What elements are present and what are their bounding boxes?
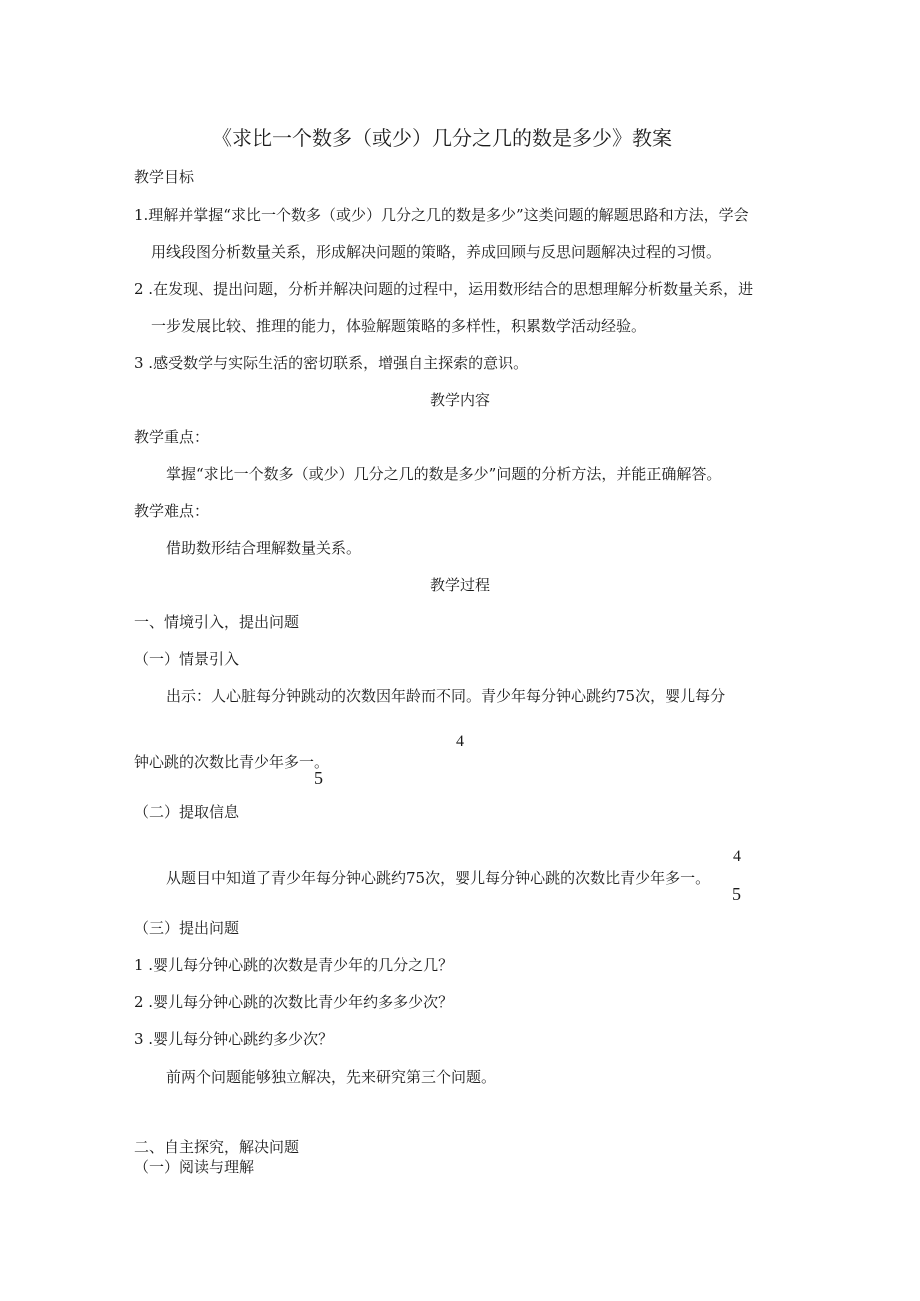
- fraction-2-numerator: 4: [733, 848, 741, 865]
- scenario-line-2: 钟心跳的次数比青少年多一。: [134, 753, 330, 771]
- fraction-2-denominator: 5: [732, 884, 741, 904]
- subsection-2-heading: （二）提取信息: [134, 803, 240, 821]
- difficult-points-heading: 教学难点：: [134, 502, 210, 520]
- key-points-heading: 教学重点：: [134, 428, 210, 446]
- goal-1-line-1: 1.理解并掌握“求比一个数多（或少）几分之几的数是多少”这类问题的解题思路和方法，学会: [134, 206, 749, 224]
- goal-3: 3 .感受数学与实际生活的密切联系，增强自主探索的意识。: [134, 354, 529, 372]
- goal-2-line-2: 一步发展比较、推理的能力，体验解题策略的多样性，积累数学活动经验。: [151, 317, 647, 335]
- process-heading: 教学过程: [430, 576, 491, 594]
- goals-heading: 教学目标: [134, 168, 195, 186]
- extracted-info-line: 从题目中知道了青少年每分钟心跳约75次，婴儿每分钟心跳的次数比青少年多一。: [166, 869, 711, 887]
- question-2: 2 .婴儿每分钟心跳的次数比青少年约多多少次？: [134, 993, 454, 1011]
- goal-2-line-1: 2 .在发现、提出问题，分析并解决问题的过程中，运用数形结合的思想理解分析数量关系，进: [134, 280, 754, 298]
- questions-note: 前两个问题能够独立解决，先来研究第三个问题。: [166, 1068, 497, 1086]
- scenario-line-1: 出示：人心脏每分钟跳动的次数因年龄而不同。青少年每分钟心跳约75次，婴儿每分: [166, 687, 726, 705]
- difficult-points-text: 借助数形结合理解数量关系。: [166, 539, 362, 557]
- question-1: 1 .婴儿每分钟心跳的次数是青少年的几分之几？: [134, 956, 454, 974]
- subsection-4-heading: （一）阅读与理解: [134, 1158, 255, 1176]
- goal-1-line-2: 用线段图分析数量关系，形成解决问题的策略，养成回顾与反思问题解决过程的习惯。: [151, 243, 722, 261]
- question-3: 3 .婴儿每分钟心跳约多少次？: [134, 1030, 334, 1048]
- fraction-1-denominator: 5: [314, 768, 323, 788]
- fraction-1-numerator: 4: [456, 733, 464, 750]
- content-heading: 教学内容: [430, 391, 491, 409]
- key-points-text: 掌握“求比一个数多（或少）几分之几的数是多少”问题的分析方法，并能正确解答。: [166, 465, 722, 483]
- page-title: 《求比一个数多（或少）几分之几的数是多少》教案: [212, 126, 672, 150]
- subsection-3-heading: （三）提出问题: [134, 919, 240, 937]
- section-2-heading: 二、自主探究，解决问题: [134, 1138, 300, 1156]
- section-1-heading: 一、情境引入，提出问题: [134, 613, 300, 631]
- subsection-1-heading: （一）情景引入: [134, 650, 240, 668]
